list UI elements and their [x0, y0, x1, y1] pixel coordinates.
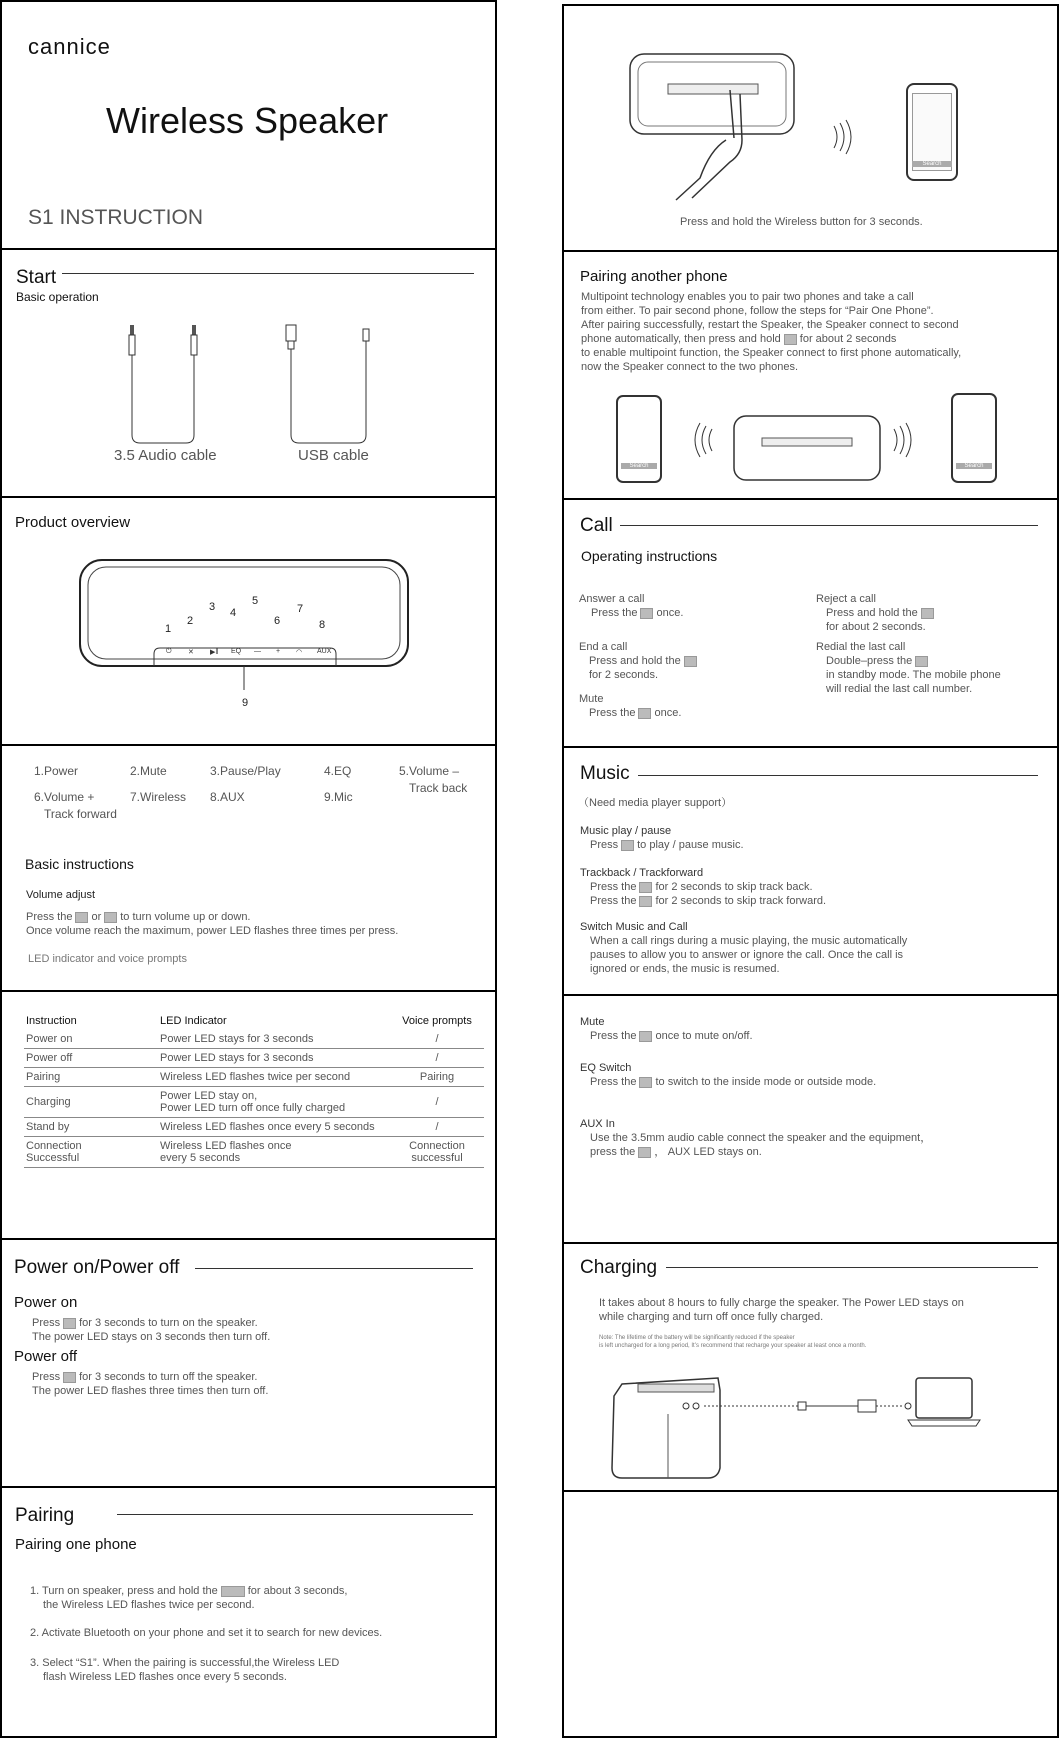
volume-line2: Once volume reach the maximum, power LED flashes three times per press. — [26, 925, 399, 937]
play-pause-icon: ▶‖ — [210, 649, 219, 656]
reject-line — [826, 606, 937, 620]
charging-panel — [562, 1242, 1059, 1492]
pairing-step3-b: flash Wireless LED flashes once every 5 seconds. — [43, 1671, 287, 1683]
cover-panel — [0, 0, 497, 250]
usb-cable-icon — [284, 325, 404, 445]
speaker-top-view — [80, 560, 420, 700]
answer-heading: Answer a call — [579, 593, 645, 605]
row-instruction: Power on — [24, 1030, 158, 1049]
legend-1: 1.Power — [34, 764, 79, 778]
another-line-4b: for about 2 seconds — [799, 333, 897, 345]
row-led: Power LED stay on, Power LED turn off once fully charged — [158, 1087, 390, 1118]
mute-icon: ✕ — [188, 649, 194, 656]
track-line1 — [590, 880, 813, 894]
header-instruction: Instruction — [26, 1015, 77, 1027]
row-led: Wireless LED flashes once every 5 seconds — [158, 1137, 390, 1168]
reject-heading: Reject a call — [816, 593, 876, 605]
legend-9: 9.Mic — [324, 790, 353, 804]
power-off-text-a: Press — [32, 1371, 61, 1383]
power-title: Power on/Power off — [14, 1257, 180, 1278]
led-table-header — [24, 1012, 484, 1030]
speaker-front-illustration — [734, 414, 884, 484]
power-title-rule — [195, 1268, 473, 1269]
track-text-1a: Press the — [590, 881, 637, 893]
row-voice: / — [390, 1030, 484, 1049]
aux-text-b: ， AUX LED stays on. — [654, 1146, 762, 1158]
answer-line — [591, 606, 683, 620]
power-on-heading: Power on — [14, 1294, 78, 1311]
volume-text-a: Press the — [26, 911, 73, 923]
phone-search-button: Search — [912, 161, 952, 167]
pairing-step1 — [30, 1584, 347, 1598]
mute-icon — [639, 1031, 652, 1042]
call-title: Call — [580, 515, 613, 536]
charging-title: Charging — [580, 1257, 658, 1278]
play-pause-icon — [63, 1318, 76, 1329]
table-row — [24, 1030, 484, 1049]
eq-line — [590, 1075, 876, 1089]
power-on-text-b: for 3 seconds to turn on the speaker. — [79, 1317, 258, 1329]
row-instruction: Charging — [24, 1087, 158, 1118]
phone-left-button: Search — [621, 463, 657, 469]
charging-line1: It takes about 8 hours to fully charge the speaker. The Power LED stays on — [599, 1297, 964, 1309]
power-on-text-a: Press — [32, 1317, 61, 1329]
power-off-line1 — [32, 1370, 257, 1384]
led-table-panel — [0, 990, 497, 1240]
switch-heading: Switch Music and Call — [580, 921, 688, 933]
power-on-line2: The power LED stays on 3 seconds then turn off. — [32, 1331, 271, 1343]
row-voice: / — [390, 1049, 484, 1068]
charging-note2: is left uncharged for a long period, It’s recommend that recharge your speaker at least once a month. — [599, 1343, 867, 1349]
ov-num-8: 8 — [319, 619, 326, 631]
plus-icon — [75, 912, 88, 923]
mute-line — [589, 706, 681, 720]
switch-line2: pauses to allow you to answer or ignore the call. Once the call is — [590, 949, 904, 961]
pairing-step1-a: 1. Turn on speaker, press and hold the — [30, 1585, 218, 1597]
another-line-4 — [581, 332, 896, 346]
aux-button-label: AUX — [317, 648, 332, 655]
track-heading: Trackback / Trackforward — [580, 867, 704, 879]
another-line-5: to enable multipoint function, the Speaker connect to first phone automatically, — [581, 347, 962, 359]
volume-text-b: or — [91, 911, 102, 923]
led-heading: LED indicator and voice prompts — [28, 953, 187, 965]
hold-caption: Press and hold the Wireless button for 3 seconds. — [680, 216, 923, 228]
hold-panel — [562, 4, 1059, 252]
reject-line2: for about 2 seconds. — [826, 621, 926, 633]
mute2-line — [590, 1029, 753, 1043]
end-text-a: Press and hold the — [589, 655, 681, 667]
led-table — [24, 1012, 484, 1168]
switch-line3: ignored or ends, the music is resumed. — [590, 963, 780, 975]
legend-5: 5.Volume – — [399, 764, 460, 778]
call-panel — [562, 498, 1059, 748]
another-panel — [562, 250, 1059, 500]
led-table-body — [24, 1030, 484, 1168]
mute-eq-panel — [562, 994, 1059, 1244]
another-title: Pairing another phone — [580, 268, 728, 285]
start-title-rule — [62, 273, 474, 274]
row-led: Power LED stays for 3 seconds — [158, 1030, 390, 1049]
charging-title-rule — [666, 1267, 1038, 1268]
play-pause-icon — [640, 608, 653, 619]
basic-title: Basic instructions — [25, 856, 134, 872]
plus-icon — [639, 896, 652, 907]
plus-icon: + — [276, 648, 281, 655]
track-line2 — [590, 894, 826, 908]
row-instruction: Connection Successful — [24, 1137, 158, 1168]
minus-icon: — — [254, 648, 261, 655]
row-voice: Connection successful — [390, 1137, 484, 1168]
table-row — [24, 1068, 484, 1087]
row-instruction: Pairing — [24, 1068, 158, 1087]
mute-text-b: once. — [654, 707, 682, 719]
start-subtitle: Basic operation — [16, 290, 99, 304]
speaker-hand-illustration — [630, 50, 810, 200]
mute-text-a: Press the — [589, 707, 636, 719]
cover-title: Wireless Speaker — [106, 100, 389, 141]
end-line2: for 2 seconds. — [589, 669, 659, 681]
legend-8: 8.AUX — [210, 790, 245, 804]
track-text-2b: for 2 seconds to skip track forward. — [655, 895, 827, 907]
pairing-subtitle: Pairing one phone — [15, 1536, 137, 1553]
waves-icon — [890, 425, 914, 455]
header-voice: Voice prompts — [402, 1015, 472, 1027]
reject-text-a: Press and hold the — [826, 607, 918, 619]
phone-right — [951, 393, 997, 483]
play-text-a: Press — [590, 839, 619, 851]
wireless-icon — [221, 1586, 245, 1597]
redial-line — [826, 654, 931, 668]
minus-icon — [104, 912, 117, 923]
ov-num-7: 7 — [297, 603, 304, 615]
row-led: Power LED stays for 3 seconds — [158, 1049, 390, 1068]
overview-title: Product overview — [15, 514, 131, 531]
aux-line2 — [590, 1145, 762, 1159]
another-line-2: from either. To pair second phone, follow the steps for “Pair One Phone”. — [581, 305, 934, 317]
end-heading: End a call — [579, 641, 628, 653]
redial-line3: will redial the last call number. — [826, 683, 973, 695]
row-instruction: Stand by — [24, 1118, 158, 1137]
aux-text-a: press the — [590, 1146, 636, 1158]
play-pause-icon — [63, 1372, 76, 1383]
play-pause-icon — [921, 608, 934, 619]
row-voice: Pairing — [390, 1068, 484, 1087]
power-off-text-b: for 3 seconds to turn off the speaker. — [79, 1371, 258, 1383]
eq-icon — [639, 1077, 652, 1088]
row-led: Wireless LED flashes twice per second — [158, 1068, 390, 1087]
audio-cable-label: 3.5 Audio cable — [114, 447, 217, 464]
volume-heading: Volume adjust — [26, 889, 96, 901]
eq-text-a: Press the — [590, 1076, 637, 1088]
row-voice: / — [390, 1118, 484, 1137]
eq-heading: EQ Switch — [580, 1062, 632, 1074]
track-text-2a: Press the — [590, 895, 637, 907]
legend-3: 3.Pause/Play — [210, 764, 281, 778]
cover-subtitle: S1 INSTRUCTION — [28, 206, 204, 229]
aux-line1: Use the 3.5mm audio cable connect the speaker and the equipment， — [590, 1132, 932, 1144]
pairing-step2: 2. Activate Bluetooth on your phone and set it to search for new devices. — [30, 1627, 383, 1639]
redial-heading: Redial the last call — [816, 641, 906, 653]
waves-icon — [830, 122, 854, 152]
play-pause-icon — [684, 656, 697, 667]
another-line-3: After pairing successfully, restart the Speaker, the Speaker connect to second — [581, 319, 959, 331]
pairing-step1-b: for about 3 seconds, — [247, 1585, 348, 1597]
charging-line2: while charging and turn off once fully charged. — [599, 1311, 824, 1323]
mute-heading: Mute — [579, 693, 604, 705]
legend-2: 2.Mute — [130, 764, 167, 778]
overview-panel — [0, 496, 497, 746]
switch-line1: When a call rings during a music playing, the music automatically — [590, 935, 908, 947]
basic-panel — [0, 744, 497, 992]
usb-cable-label: USB cable — [298, 447, 369, 464]
redial-line2: in standby mode. The mobile phone — [826, 669, 1001, 681]
audio-cable-icon — [120, 325, 240, 445]
row-led: Wireless LED flashes once every 5 seconds — [158, 1118, 390, 1137]
mute2-text-a: Press the — [590, 1030, 637, 1042]
redial-text-a: Double–press the — [826, 655, 913, 667]
play-text-b: to play / pause music. — [637, 839, 744, 851]
brand-logo: cannice — [28, 34, 111, 59]
mute2-text-b: once to mute on/off. — [655, 1030, 753, 1042]
music-title-rule — [638, 775, 1038, 776]
ov-num-2: 2 — [187, 615, 194, 627]
volume-line1 — [26, 910, 251, 924]
volume-text-c: to turn volume up or down. — [120, 911, 251, 923]
legend-7: 7.Wireless — [130, 790, 187, 804]
mute2-heading: Mute — [580, 1016, 605, 1028]
call-subtitle: Operating instructions — [581, 548, 718, 564]
play-pause-icon — [915, 656, 928, 667]
music-note: （Need media player support） — [578, 797, 733, 809]
pairing-title-rule — [117, 1514, 473, 1515]
table-row — [24, 1087, 484, 1118]
play-pause-icon — [784, 334, 797, 345]
eq-text-b: to switch to the inside mode or outside mode. — [655, 1076, 877, 1088]
legend-6: 6.Volume + — [34, 790, 95, 804]
another-line-4a: phone automatically, then press and hold — [581, 333, 781, 345]
end-line — [589, 654, 700, 668]
start-panel — [0, 248, 497, 498]
play-line — [590, 838, 744, 852]
answer-text-b: once. — [656, 607, 684, 619]
waves-icon — [692, 425, 716, 455]
pairing-step1-c: the Wireless LED flashes twice per second. — [43, 1599, 255, 1611]
phone-right-button: Search — [956, 463, 992, 469]
mute-icon — [638, 708, 651, 719]
play-pause-icon — [621, 840, 634, 851]
music-title: Music — [580, 763, 630, 784]
pairing-panel — [0, 1486, 497, 1738]
music-panel — [562, 746, 1059, 996]
track-text-1b: for 2 seconds to skip track back. — [655, 881, 813, 893]
ov-num-4: 4 — [230, 607, 237, 619]
power-icon: ⏻ — [166, 648, 172, 655]
table-row — [24, 1137, 484, 1168]
another-line-6: now the Speaker connect to the two phones. — [581, 361, 799, 373]
power-panel — [0, 1238, 497, 1488]
ov-num-5: 5 — [252, 595, 259, 607]
power-off-line2: The power LED flashes three times then turn off. — [32, 1385, 269, 1397]
ov-num-6: 6 — [274, 615, 281, 627]
legend-4: 4.EQ — [324, 764, 352, 778]
play-heading: Music play / pause — [580, 825, 672, 837]
eq-button-label: EQ — [231, 648, 242, 655]
ov-num-1: 1 — [165, 623, 172, 635]
row-instruction: Power off — [24, 1049, 158, 1068]
ov-num-9: 9 — [242, 697, 249, 709]
minus-icon — [639, 882, 652, 893]
aux-icon — [638, 1147, 651, 1158]
answer-text-a: Press the — [591, 607, 638, 619]
charging-illustration — [608, 1374, 1028, 1484]
pairing-step3: 3. Select “S1”. When the pairing is successful,the Wireless LED — [30, 1657, 340, 1669]
start-title: Start — [16, 267, 57, 288]
table-row — [24, 1049, 484, 1068]
ov-num-3: 3 — [209, 601, 216, 613]
power-off-heading: Power off — [14, 1348, 78, 1365]
legend-6b: Track forward — [44, 807, 117, 821]
row-voice: / — [390, 1087, 484, 1118]
wireless-icon: ◠ — [296, 649, 303, 656]
blank-panel — [562, 1490, 1059, 1738]
phone-illustration — [906, 83, 958, 181]
charging-note1: Note: The lifetime of the battery will be significantly reduced if the speaker — [599, 1335, 795, 1341]
power-on-line1 — [32, 1316, 258, 1330]
another-line-1: Multipoint technology enables you to pair two phones and take a call — [581, 291, 914, 303]
legend-5b: Track back — [409, 781, 468, 795]
call-title-rule — [620, 525, 1038, 526]
phone-left — [616, 395, 662, 483]
table-row — [24, 1118, 484, 1137]
header-led: LED Indicator — [160, 1015, 227, 1027]
pairing-title: Pairing — [15, 1505, 75, 1526]
aux-heading: AUX In — [580, 1118, 615, 1130]
